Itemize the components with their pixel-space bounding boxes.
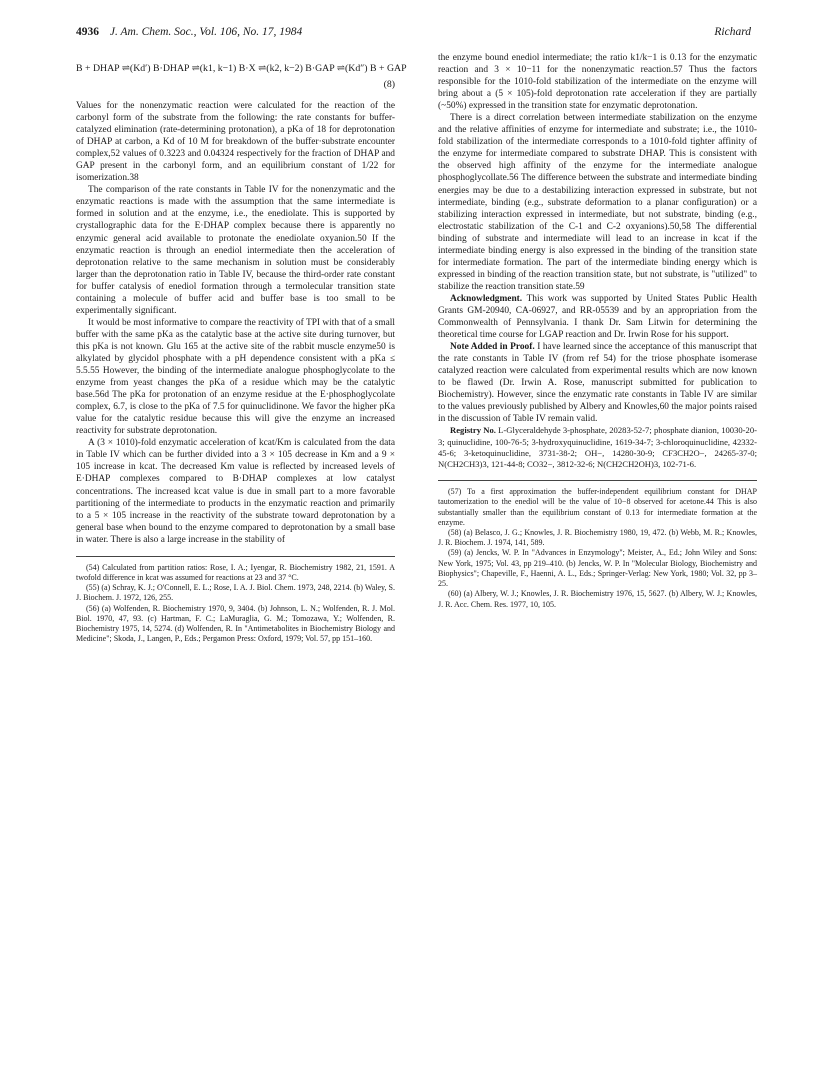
footnote-divider xyxy=(438,480,757,481)
equation-8 xyxy=(76,60,407,92)
author-running-head: Richard xyxy=(714,26,751,38)
footnote: (55) (a) Schray, K. J.; O'Connell, E. L.; Rose, I. A. J. Biol. Chem. 1973, 248, 2214. (b) Waley, S. J. Biochem. J. 1972, 126, 255. xyxy=(76,583,395,603)
registry-numbers xyxy=(438,425,757,470)
footnotes-right xyxy=(438,487,757,609)
equation-text: B + DHAP ⇌(Kd′) B·DHAP ⇌(k1, k−1) B·X ⇌(k2, k−2) B·GAP ⇌(Kd″) B + GAP xyxy=(76,63,407,74)
note-heading: Note Added in Proof. xyxy=(450,342,535,353)
left-column xyxy=(76,52,407,644)
page-header xyxy=(76,26,751,44)
footnote: (58) (a) Belasco, J. G.; Knowles, J. R. Biochemistry 1980, 19, 472. (b) Webb, M. R.; Knowles, J. R. Biochem. J. 1974, 141, 589. xyxy=(438,528,757,548)
paragraph: the enzyme bound enediol intermediate; the ratio k1/k−1 is 0.13 for the enzymatic reaction and 3 × 10−11 for the nonenzymatic reaction.57 Thus the factors responsible for the 1010-fold stabilization of the intermediate on the enzyme will bring about a (5 × 105)-fold deprotonation rate acceleration if they are partially (~50%) expressed in the transition state for enzymatic deprotonation. xyxy=(438,53,757,112)
running-head-left xyxy=(76,26,302,38)
page-number: 4936 xyxy=(76,26,99,38)
acknowledgment-text: This work was supported by United States Public Health Grants GM-20940, CA-06927, and RR-05539 and by an appropriation from the Commonwealth of Pennsylvania. I thank Dr. Sam Litwin for determining the theoretical time course for LGAP reaction and Dr. Irwin Rose for his support. xyxy=(438,293,757,341)
paragraph: The comparison of the rate constants in Table IV for the nonenzymatic and the enzymatic reactions is made with the assumption that the same intermediate is formed in solution and at the enzyme, i.e., the enediolate. This is supported by crystallographic data for the E·DHAP complex because there is apparently no enzymic general acid available to protonate the enediolate oxyanion.50 If the enzymatic reaction is through an enediol intermediate then the acceleration of deprotonation relative to the same mechanism in solution must be considerably larger than the deprotonation ratio in Table IV, because the third-order rate constant for buffer catalysis of enediol formation through a termolecular transition state containing a molecule of buffer acid and buffer base is too small to be experimentally significant. xyxy=(76,185,395,316)
journal-citation: J. Am. Chem. Soc., Vol. 106, No. 17, 1984 xyxy=(109,26,303,38)
paragraph: A (3 × 1010)-fold enzymatic acceleration of kcat/Km is calculated from the data in Table IV which can be further divided into a 3 × 105 decrease in Km and a 9 × 105 increase in kcat. The decreased Km value is reflected by increased levels of E·DHAP complexes compared to B·DHAP complexes at low catalyst concentrations. The increased kcat value is due in small part to a more favorable partitioning of the intermediate to products in the enzymatic reaction and primarily to a 5 × 105 increase in the reactivity of the substrate toward deprotonation by a general base when bound to the enzyme compared to deprotonation by a small base in water. There is also a large increase in the stability of xyxy=(76,438,395,545)
footnotes-left xyxy=(76,563,395,645)
paragraph: Values for the nonenzymatic reaction were calculated for the reaction of the carbonyl form of the substrate from the following: the rate constants for buffer-catalyzed elimination (rate-determining protonation), a pKa of 18 for deprotonation of DHAP at carbon, a Kd of 10 M for breakdown of the buffer·substrate encounter complex,52 values of 0.3223 and 0.04324 respectively for the fraction of DHAP and GAP present in the carbonyl form, and an equilibrium constant of 1/22 for isomerization.38 xyxy=(76,101,395,184)
footnote: (59) (a) Jencks, W. P. In "Advances in Enzymology"; Meister, A., Ed.; John Wiley and Sons: New York, 1975; Vol. 43, pp 219–410. (b) Jencks, W. P. In "Molecular Biology, Biochemistry and Biophysics"; Chapeville, F., Haenni, A. L., Eds.; Springer-Verlag: New York, 1980; Vol. 32, pp 3–25. xyxy=(438,548,757,589)
equation-number: (8) xyxy=(383,79,395,90)
footnote-divider xyxy=(76,556,395,557)
registry-text: L-Glyceraldehyde 3-phosphate, 20283-52-7; phosphate dianion, 10030-20-3; quinuclidine, 100-76-5; 3-hydroxyquinuclidine, 1619-34-7; 3-chloroquinuclidine, 42332-45-6; 3-ketoquinuclidine, 3731-38-2; OH−, 14280-30-9; CF3CH2O−, 24265-37-0; N(CH2CH3)3, 121-44-8; CO32−, 3812-32-6; N(CH2CH2OH)3, 102-71-6. xyxy=(438,425,757,470)
paragraph: It would be most informative to compare the reactivity of TPI with that of a small buffer with the same pKa as the catalytic base at the active site during turnover, but this pKa is not known. Glu 165 at the active site of the rabbit muscle enzyme50 is alkylated by glycidol phosphate with a pH dependence consistent with a pKa ≤ 5.5.55 However, the binding of the intermediate analogue phosphoglycolate to the enzyme from yeast changes the pKa of a residue which may be the catalytic base.56d The pKa for protonation of an enzyme residue at the E·phosphoglycolate complex, 6.7, is close to the pKa of 7.5 for quinuclidinone. We favor the higher pKa value for the catalytic residue because this will give the enzyme an increased reactivity for substrate deprotonation. xyxy=(76,317,395,437)
paragraph: There is a direct correlation between intermediate stabilization on the enzyme and the relative affinities of enzyme for intermediate and substrate; i.e., the 1010-fold stabilization of the intermediate corresponds to a 1010-fold tighter affinity of the enzyme for intermediate compared to substrate DHAP. This is consistent with the observed high affinity of the enzyme for the intermediate analogue phosphoglycollate.56 The difference between the substrate and intermediate binding energies may be due to a destabilizing interaction expressed in substrate, but not intermediate, binding (e.g., substrate deformation to a planar configuration) or a stabilizing interaction expressed in intermediate, but not substrate, binding (e.g., electrostatic stabilization of the C-1 and C-2 oxyanions).50,58 The differential binding of substrate and intermediate will lead to an increase in kcat if the intermediate binding energy is also expressed in the binding of the transition state for intermediate formation. The part of the intermediate binding energy which is expressed in binding of the reaction transition state, but not substrate, is "utilized" to stabilize the reaction transition state.59 xyxy=(438,113,757,292)
right-column xyxy=(438,52,757,610)
note-text: I have learned since the acceptance of this manuscript that the rate constants in Table IV (from ref 54) for the triose phosphate isomerase catalyzed reaction were calculated from experimental results which are now known to be flawed (Dr. Irwin A. Rose, manuscript submitted for publication to Biochemistry). However, since the enzymatic rate constants in Table IV are similar to the values previously published by Albery and Knowles,60 the major points raised in the discussion of Table IV remain valid. xyxy=(438,342,758,425)
footnote: (56) (a) Wolfenden, R. Biochemistry 1970, 9, 3404. (b) Johnson, L. N.; Wolfenden, R. J. Mol. Biol. 1970, 47, 93. (c) Hartman, F. C.; LaMuraglia, G. M.; Tomozawa, Y.; Wolfenden, R. Biochemistry 1975, 14, 5274. (d) Wolfenden, R. In "Antimetabolites in Biochemistry Biology and Medicine"; Skoda, J., Langen, P., Eds.; Pergamon Press: Oxford, 1979; Vol. 57, pp 151–160. xyxy=(76,603,395,644)
footnote: (54) Calculated from partition ratios: Rose, I. A.; Iyengar, R. Biochemistry 1982, 21, 1591. A twofold difference in kcat was assumed for reactions at 23 and 37 °C. xyxy=(76,562,395,582)
acknowledgment xyxy=(438,293,757,341)
footnote: (57) To a first approximation the buffer-independent equilibrium constant for DHAP tautomerization to the enediol will be the value of 10−8 observed for acetone.44 This is also substantially smaller than the equilibrium constant of 0.13 for intermediate formation at the enzyme. xyxy=(438,487,757,527)
note-added-in-proof xyxy=(438,341,757,425)
acknowledgment-heading: Acknowledgment. xyxy=(450,293,523,304)
registry-heading: Registry No. xyxy=(450,425,496,436)
footnote: (60) (a) Albery, W. J.; Knowles, J. R. Biochemistry 1976, 15, 5627. (b) Albery, W. J.; Knowles, J. R. Acc. Chem. Res. 1977, 10, 105. xyxy=(438,589,757,609)
